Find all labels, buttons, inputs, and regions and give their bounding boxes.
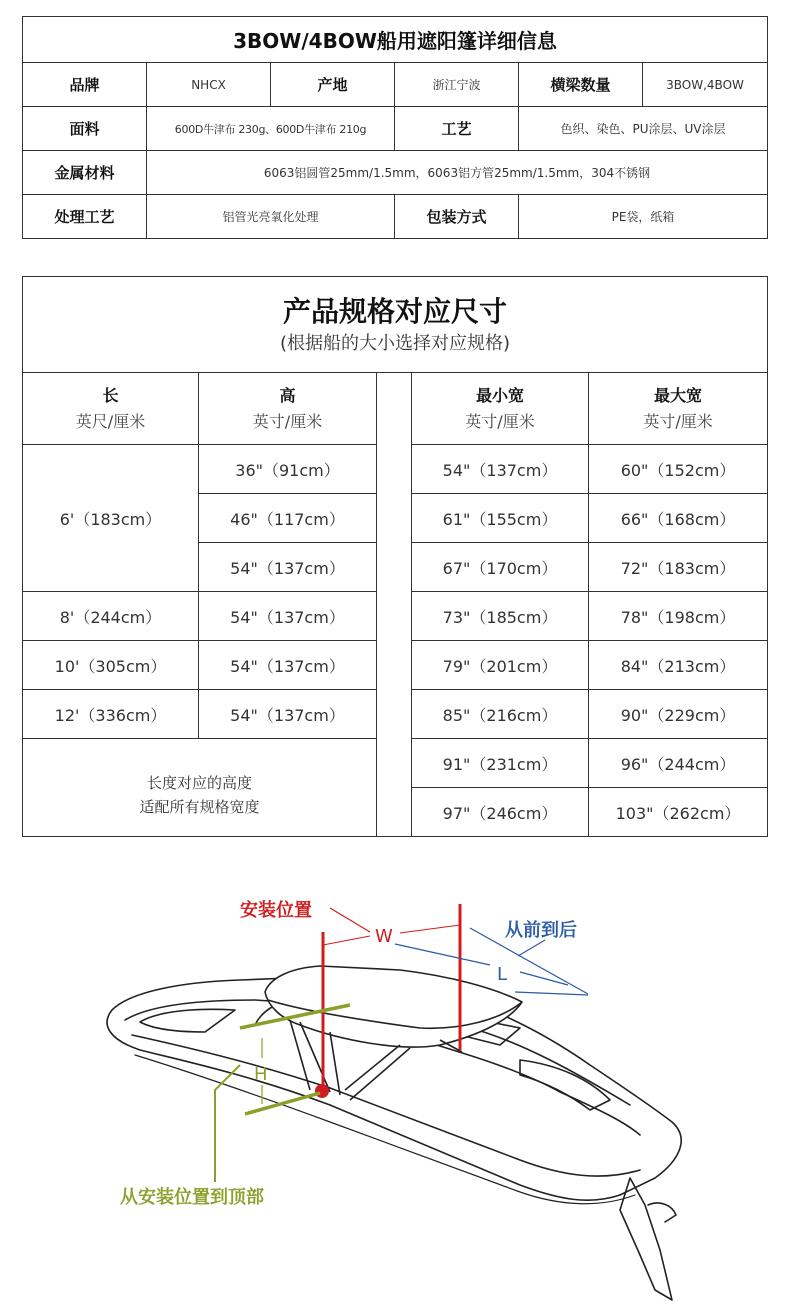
height-cell: 54"（137cm）	[199, 543, 377, 592]
mount-position-label: 安装位置	[240, 900, 312, 921]
mount-point	[315, 1084, 329, 1098]
max-width-cell: 60"（152cm）	[589, 445, 768, 494]
min-width-cell: 61"（155cm）	[412, 494, 589, 543]
length-cell: 8'（244cm）	[23, 592, 199, 641]
size-table-title: 产品规格对应尺寸	[283, 294, 508, 328]
value-fabric: 600D牛津布 230g、600D牛津布 210g	[147, 107, 395, 151]
size-spec-table	[22, 276, 768, 837]
height-cell: 54"（137cm）	[199, 592, 377, 641]
column-header-row	[23, 373, 768, 445]
label-fabric: 面料	[23, 107, 147, 151]
product-details-table	[22, 16, 768, 239]
label-bow-count: 横梁数量	[519, 63, 643, 107]
value-metal: 6063铝圆管25mm/1.5mm，6063铝方管25mm/1.5mm，304不锈钢	[147, 151, 768, 195]
length-l-label: L	[497, 964, 508, 985]
min-width-cell: 79"（201cm）	[412, 641, 589, 690]
label-packaging: 包装方式	[395, 195, 519, 239]
boat-measurement-diagram	[0, 860, 790, 1309]
table-row	[23, 151, 768, 195]
size-table-subtitle: (根据船的大小选择对应规格)	[279, 332, 511, 354]
col-header-min-width: 最小宽 英寸/厘米	[412, 373, 589, 445]
label-brand: 品牌	[23, 63, 147, 107]
label-craft: 工艺	[395, 107, 519, 151]
min-width-cell: 67"（170cm）	[412, 543, 589, 592]
table-row	[23, 63, 768, 107]
min-width-cell: 85"（216cm）	[412, 690, 589, 739]
label-origin: 产地	[271, 63, 395, 107]
label-metal: 金属材料	[23, 151, 147, 195]
size-table-header	[23, 277, 768, 373]
value-bow-count: 3BOW,4BOW	[643, 63, 768, 107]
min-width-cell: 97"（246cm）	[412, 788, 589, 837]
min-width-cell: 91"（231cm）	[412, 739, 589, 788]
max-width-cell: 66"（168cm）	[589, 494, 768, 543]
min-width-cell: 54"（137cm）	[412, 445, 589, 494]
details-title: 3BOW/4BOW船用遮阳篷详细信息	[23, 17, 768, 63]
column-gap	[377, 373, 412, 837]
max-width-cell: 103"（262cm）	[589, 788, 768, 837]
height-cell: 54"（137cm）	[199, 690, 377, 739]
max-width-cell: 78"（198cm）	[589, 592, 768, 641]
col-header-height: 高 英寸/厘米	[199, 373, 377, 445]
height-cell: 36"（91cm）	[199, 445, 377, 494]
table-row	[23, 107, 768, 151]
value-brand: NHCX	[147, 63, 271, 107]
max-width-cell: 84"（213cm）	[589, 641, 768, 690]
value-origin: 浙江宁波	[395, 63, 519, 107]
length-cell: 10'（305cm）	[23, 641, 199, 690]
value-craft: 色织、染色、PU涂层、UV涂层	[519, 107, 768, 151]
col-header-max-width: 最大宽 英寸/厘米	[589, 373, 768, 445]
height-h-label: H	[254, 1064, 268, 1085]
mount-to-top-label: 从安装位置到顶部	[120, 1187, 264, 1208]
table-row	[23, 195, 768, 239]
width-w-label: W	[375, 926, 393, 947]
value-treatment: 铝管光亮氧化处理	[147, 195, 395, 239]
size-note: 长度对应的高度 适配所有规格宽度	[23, 739, 377, 837]
max-width-cell: 72"（183cm）	[589, 543, 768, 592]
value-packaging: PE袋，纸箱	[519, 195, 768, 239]
label-treatment: 处理工艺	[23, 195, 147, 239]
length-cell: 6'（183cm）	[23, 445, 199, 592]
max-width-cell: 96"（244cm）	[589, 739, 768, 788]
min-width-cell: 73"（185cm）	[412, 592, 589, 641]
length-cell: 12'（336cm）	[23, 690, 199, 739]
height-cell: 54"（137cm）	[199, 641, 377, 690]
max-width-cell: 90"（229cm）	[589, 690, 768, 739]
height-cell: 46"（117cm）	[199, 494, 377, 543]
front-to-back-label: 从前到后	[505, 920, 577, 941]
col-header-length: 长 英尺/厘米	[23, 373, 199, 445]
